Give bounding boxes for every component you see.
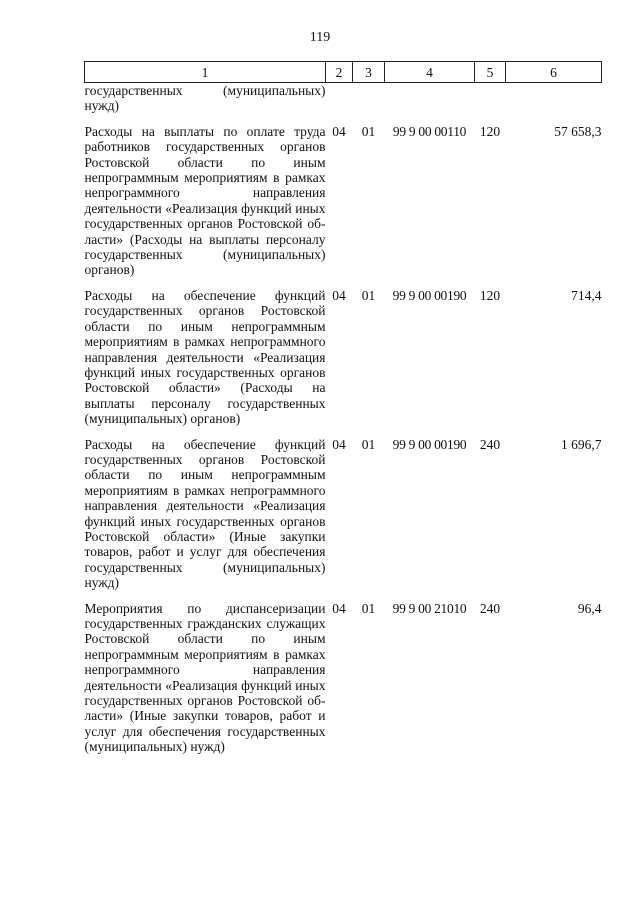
- row-name: Расходы на обеспечение функций государственных органов Ростовской области по иным непрограммным мероприятиям в рамках непрограммного направления деятельности «Реализация функций иных государственных органов Ростовской области» (Расходы на выплаты персоналу государственных (муниципальных) органов): [84, 287, 326, 427]
- header-col-1: 1: [85, 62, 326, 83]
- row-expense-type: 120: [479, 287, 501, 303]
- row-name: Расходы на выплаты по оплате труда работников государственных органов Ростовской области по иным непрограммным мероприятиям в рамках непрограммного направления деятельности «Реализация функций иных государственных органов Ростовской области» (Расходы на выплаты персоналу государственных (муниципальных) органов): [84, 123, 326, 278]
- table-row: [85, 124, 602, 278]
- budget-table: [84, 61, 602, 755]
- row-section: 04: [332, 123, 346, 139]
- row-amount: 1 696,7: [561, 436, 602, 452]
- row-section: 04: [332, 436, 346, 452]
- row-expense-type: 240: [479, 600, 501, 616]
- row-expense-type: 120: [479, 123, 501, 139]
- table-row: [85, 601, 602, 755]
- continuation-row: [85, 83, 602, 114]
- row-amount: 96,4: [577, 600, 602, 616]
- row-amount: 714,4: [571, 287, 602, 303]
- row-target-article: 99 9 00 00190: [392, 436, 467, 452]
- row-section: 04: [332, 600, 346, 616]
- row-subsection: 01: [361, 600, 376, 616]
- row-target-article: 99 9 00 00110: [392, 123, 467, 139]
- header-row: [85, 62, 602, 83]
- header-col-3: 3: [353, 62, 385, 83]
- row-expense-type: 240: [479, 436, 501, 452]
- header-col-4: 4: [385, 62, 475, 83]
- row-subsection: 01: [361, 287, 376, 303]
- header-col-5: 5: [475, 62, 506, 83]
- page-number: 119: [309, 30, 331, 45]
- table-row: [85, 288, 602, 427]
- row-name: Расходы на обеспечение функций государственных органов Ростовской области по иным непрограммным мероприятиям в рамках непрограммного направления деятельности «Реализация функций иных государственных органов Ростовской области» (Иные закупки товаров, работ и услуг для обеспечения государственных (муниципальных) нужд): [84, 436, 326, 591]
- header-col-2: 2: [326, 62, 353, 83]
- row-section: 04: [332, 287, 346, 303]
- row-target-article: 99 9 00 00190: [392, 287, 467, 303]
- row-subsection: 01: [361, 436, 376, 452]
- table-header: [85, 62, 602, 83]
- continuation-text: государственных (муниципальных) нужд): [84, 83, 326, 114]
- row-amount: 57 658,3: [554, 123, 602, 139]
- row-target-article: 99 9 00 21010: [392, 600, 467, 616]
- table-row: [85, 437, 602, 591]
- row-subsection: 01: [361, 123, 376, 139]
- header-col-6: 6: [506, 62, 602, 83]
- row-name: Мероприятия по диспансеризации государственных гражданских служащих Ростовской области по иным непрограммным мероприятиям в рамках непрограммного направления деятельности «Реализация функций иных государственных органов Ростовской области» (Иные закупки товаров, работ и услуг для обеспечения государственных (муниципальных) нужд): [84, 600, 326, 755]
- table-body: [85, 83, 602, 755]
